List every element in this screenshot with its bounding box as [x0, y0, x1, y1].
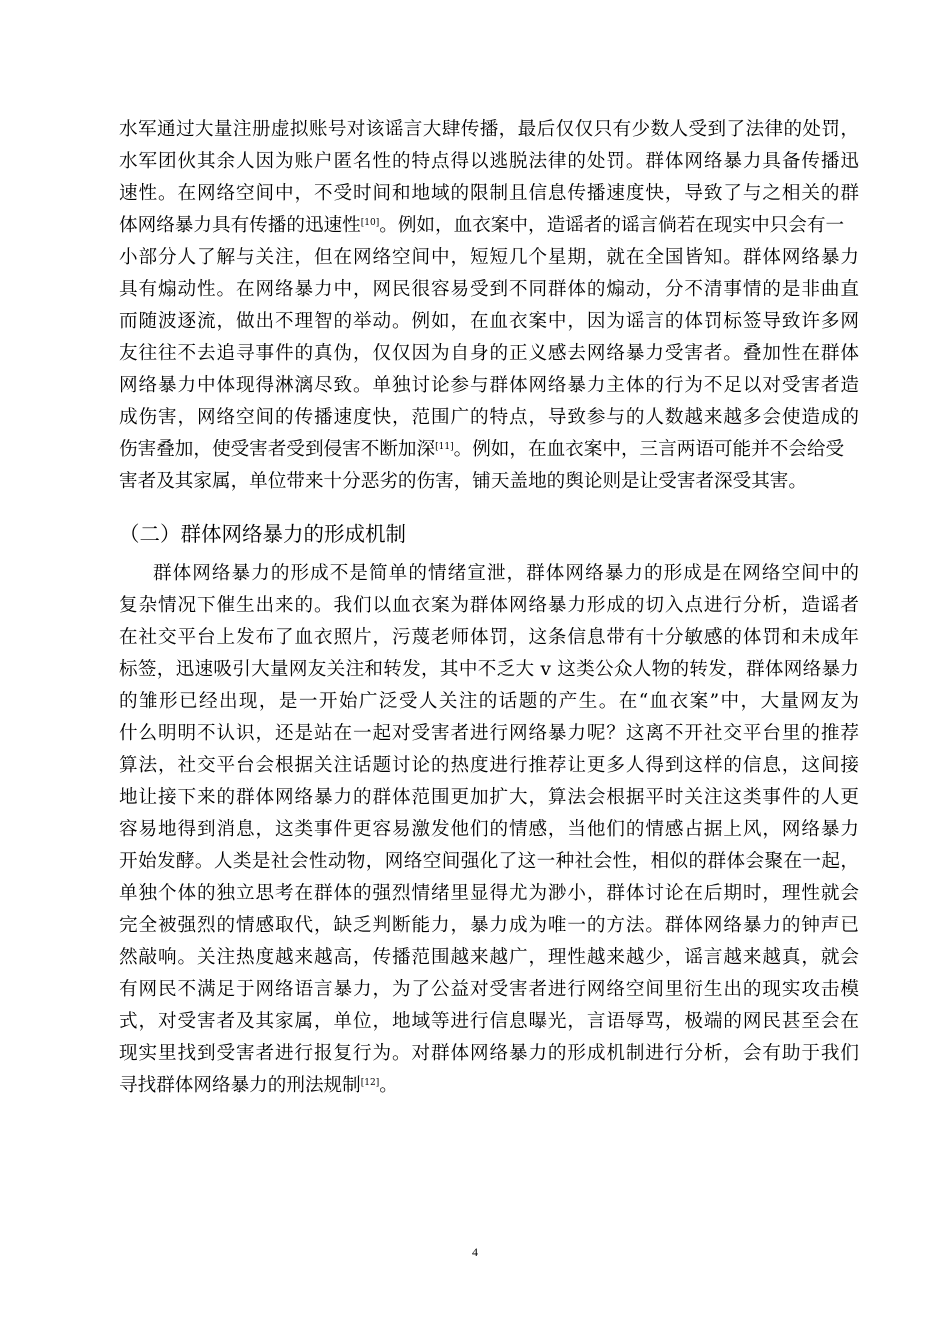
- paragraph-line: 而随波逐流，做出不理智的举动。例如，在血衣案中，因为谣言的体罚标签导致许多网: [119, 311, 859, 332]
- paragraph-line: [119, 436, 859, 464]
- line-text: 伤害叠加，使受害者受到侵害不断加深: [119, 439, 436, 460]
- line-text: 。: [379, 1075, 398, 1096]
- paragraph-line: 在社交平台上发布了血衣照片，污蔑老师体罚，这条信息带有十分敏感的体罚和未成年: [119, 627, 859, 648]
- paragraph-line: 小部分人了解与关注，但在网络空间中，短短几个星期，就在全国皆知。群体网络暴力: [119, 247, 859, 268]
- paragraph-line: 水军通过大量注册虚拟账号对该谣言大肆传播，最后仅仅只有少数人受到了法律的处罚，: [119, 119, 859, 140]
- paragraph-line: [119, 1072, 859, 1100]
- paragraph-line: 什么明明不认识，还是站在一起对受害者进行网络暴力呢？这离不开社交平台里的推荐: [119, 723, 859, 744]
- line-text: 寻找群体网络暴力的刑法规制: [119, 1075, 361, 1096]
- paragraph-line: 完全被强烈的情感取代，缺乏判断能力，暴力成为唯一的方法。群体网络暴力的钟声已: [119, 915, 859, 936]
- citation: [12]: [360, 1078, 380, 1088]
- paragraph-line: 水军团伙其余人因为账户匿名性的特点得以逃脱法律的处罚。群体网络暴力具备传播迅: [119, 151, 859, 172]
- paragraph-line: 标签，迅速吸引大量网友关注和转发，其中不乏大 v 这类公众人物的转发，群体网络暴力: [119, 659, 859, 680]
- paragraph-line: 有网民不满足于网络语言暴力，为了公益对受害者进行网络空间里衍生出的现实攻击模: [119, 979, 859, 1000]
- paragraph-line: 式，对受害者及其家属，单位，地域等进行信息曝光，言语辱骂，极端的网民甚至会在: [119, 1011, 859, 1032]
- line-text: 体网络暴力具有传播的迅速性: [119, 215, 361, 236]
- paragraph-line: 成伤害，网络空间的传播速度快，范围广的特点，导致参与的人数越来越多会使造成的: [119, 407, 859, 428]
- paragraph-line: 群体网络暴力的形成不是简单的情绪宣泄，群体网络暴力的形成是在网络空间中的: [153, 563, 859, 584]
- page-number: 4: [472, 1245, 478, 1259]
- paragraph-line: 然敲响。关注热度越来越高，传播范围越来越广，理性越来越少，谣言越来越真，就会: [119, 947, 859, 968]
- paragraph-line: 速性。在网络空间中，不受时间和地域的限制且信息传播速度快，导致了与之相关的群: [119, 183, 859, 204]
- section-heading: （二）群体网络暴力的形成机制: [119, 522, 406, 546]
- paragraph-line: 害者及其家属，单位带来十分恶劣的伤害，铺天盖地的舆论则是让受害者深受其害。: [119, 471, 807, 492]
- citation: [10]: [360, 218, 380, 228]
- paragraph-line: 算法，社交平台会根据关注话题讨论的热度进行推荐让更多人得到这样的信息，这间接: [119, 755, 859, 776]
- paragraph-line: 地让接下来的群体网络暴力的群体范围更加扩大，算法会根据平时关注这类事件的人更: [119, 787, 859, 808]
- paragraph-line: 友往往不去追寻事件的真伪，仅仅因为自身的正义感去网络暴力受害者。叠加性在群体: [119, 343, 859, 364]
- paragraph-line: 复杂情况下催生出来的。我们以血衣案为群体网络暴力形成的切入点进行分析，造谣者: [119, 595, 859, 616]
- line-text: 。例如，在血衣案中，三言两语可能并不会给受: [453, 439, 845, 460]
- paragraph-line: 的雏形已经出现，是一开始广泛受人关注的话题的产生。在“血衣案”中，大量网友为: [119, 691, 859, 712]
- paragraph-line: 容易地得到消息，这类事件更容易激发他们的情感，当他们的情感占据上风，网络暴力: [119, 819, 859, 840]
- paragraph-line: [119, 212, 859, 240]
- paragraph-line: 单独个体的独立思考在群体的强烈情绪里显得尤为渺小，群体讨论在后期时，理性就会: [119, 883, 859, 904]
- paragraph-line: 现实里找到受害者进行报复行为。对群体网络暴力的形成机制进行分析，会有助于我们: [119, 1043, 859, 1064]
- line-text: 。例如，血衣案中，造谣者的谣言倘若在现实中只会有一: [379, 215, 845, 236]
- paragraph-line: 具有煽动性。在网络暴力中，网民很容易受到不同群体的煽动，分不清事情的是非曲直: [119, 279, 859, 300]
- paragraph-line: 网络暴力中体现得淋漓尽致。单独讨论参与群体网络暴力主体的行为不足以对受害者造: [119, 375, 859, 396]
- paragraph-line: 开始发酵。人类是社会性动物，网络空间强化了这一种社会性，相似的群体会聚在一起，: [119, 851, 859, 872]
- citation: [11]: [435, 442, 454, 452]
